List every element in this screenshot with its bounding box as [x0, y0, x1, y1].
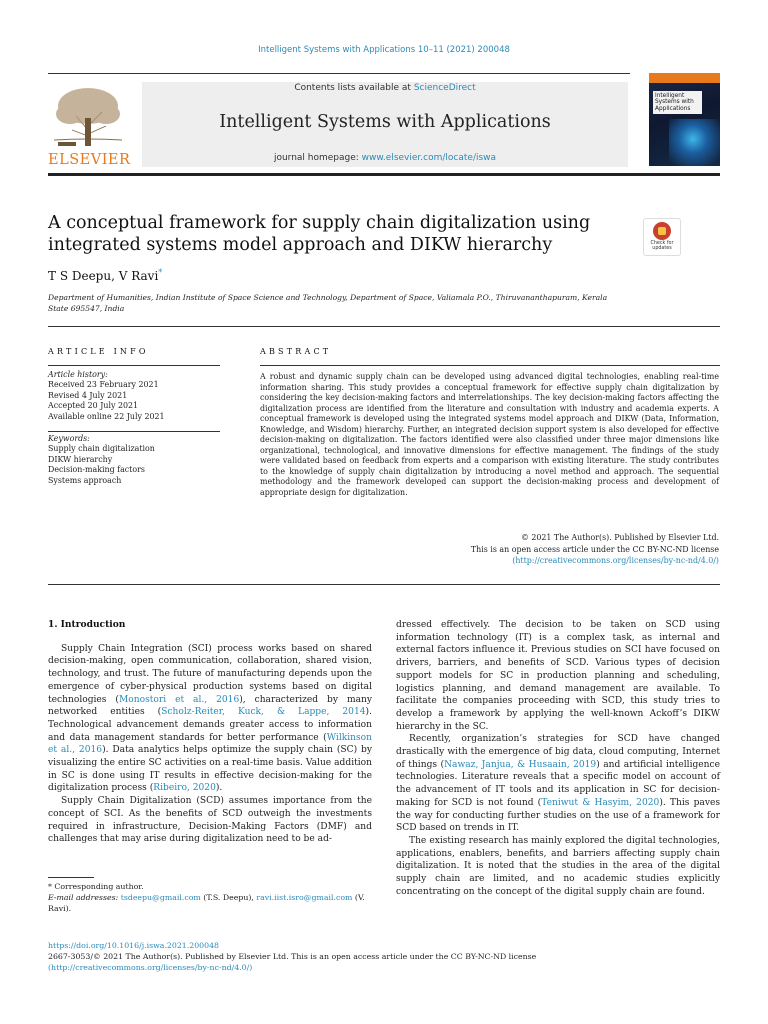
contents-line — [142, 83, 628, 93]
email-label: E-mail addresses: — [48, 892, 121, 902]
citation-link[interactable]: Nawaz, Janjua, & Husaain, 2019 — [444, 759, 597, 770]
license-line: This is an open access article under the CC BY-NC-ND license — [470, 544, 719, 554]
paragraph: Recently, organization’s strategies for SCD have changed drastically with the emergence of big data, cloud computing, Internet of things (Nawaz, Janjua, & Husaain, 2019) and artificial intelligence technologies. Literature reveals that a specific model on account of the advancement of IT tools and its application in SC for decision-making for SCD is not found (Teniwut & Hasyim, 2020). This paves the way for conducting further studies on the use of a framework for SCD based on trends in IT. — [396, 734, 721, 834]
citation-link[interactable]: Monostori et al., 2016 — [118, 694, 240, 705]
masthead-rule — [48, 173, 720, 176]
header-rule — [48, 73, 630, 74]
issn-line: 2667-3053/© 2021 The Author(s). Published by Elsevier Ltd. This is an open access article under the CC BY-NC-ND license — [48, 952, 537, 961]
keyword-item: Systems approach — [48, 475, 122, 485]
citation-link[interactable]: Wilkinson et al., 2016 — [48, 732, 372, 756]
journal-homepage-link[interactable]: www.elsevier.com/locate/iswa — [361, 153, 497, 163]
citation-link[interactable]: Scholz-Reiter, Kuck, & Lappe, 2014 — [161, 707, 366, 718]
elsevier-logo-text: ELSEVIER — [48, 152, 131, 168]
paragraph: Supply Chain Digitalization (SCD) assumes importance from the concept of SCI. As the benefits of SCD outweigh the investments required in infrastructure, Decision-Making Factors (DMF) and challenges that may arise during digitalization need to be ad- — [48, 796, 372, 845]
keywords-label: Keywords: — [48, 434, 90, 443]
cover-band — [649, 73, 720, 83]
article-history — [48, 370, 220, 422]
abstract-rule — [260, 365, 720, 366]
copyright-line: © 2021 The Author(s). Published by Elsevier Ltd. — [520, 533, 719, 542]
footnote-rule — [48, 877, 94, 878]
check-for-updates-button[interactable] — [643, 218, 681, 256]
history-online: Available online 22 July 2021 — [48, 411, 165, 421]
cover-title: Intelligent Systems with Applications — [653, 91, 702, 114]
article-info-rule — [48, 365, 220, 366]
abstract-heading: ABSTRACT — [260, 347, 332, 356]
cc-license-link[interactable]: (http://creativecommons.org/licenses/by-nc-nd/4.0/) — [512, 556, 719, 566]
keyword-item: Supply chain digitalization — [48, 444, 155, 454]
doi-link[interactable]: https://doi.org/10.1016/j.iswa.2021.200048 — [48, 941, 220, 950]
history-received: Received 23 February 2021 — [48, 380, 159, 390]
corresponding-author-note: * Corresponding author. — [48, 882, 144, 891]
footer-license-link[interactable]: (http://creativecommons.org/licenses/by-nc-nd/4.0/) — [48, 963, 253, 972]
history-label: Article history: — [48, 370, 108, 379]
abstract-text: A robust and dynamic supply chain can be developed using advanced digital technologies, enabling real-time information sharing. This study provides a conceptual framework for effective supply chain digitalization by considering the key decision-making factors and interrelationships. The key decision-making factors affecting the digitalization process are identified from the literature and consultation with industry and academia experts. A conceptual framework is developed using the integrated systems model approach and DIKW (Data, Information, Knowledge, and Wisdom) hierarchy. Further, an integrated decision support system is also developed for effective decision-making on digitalization. The factors identified were also classified under three major dimensions like organizational, technological, and innovative dimensions for effective management. The findings of the study were validated based on feedback from experts and a comparison with existing literature. The study contributes to the knowledge of supply chain digitalization by introducing a novel method and approach. The sequential methodology and the framework developed can support the decision-making process and development of appropriate design for digitalization. — [260, 372, 719, 497]
paragraph: Supply Chain Integration (SCI) process works based on shared decision-making, open communication, collaboration, shared vision, technology, and trust. The future of manufacturing depends upon the emergence of cyber-physical production systems based on digital technologies (Monostori et al., 2016), characterized by many networked entities (Scholz-Reiter, Kuck, & Lappe, 2014). Technological advancement demands greater access to information and data management standards for better performance (Wilkinson et al., 2016). Data analytics helps optimize the supply chain (SC) by visualizing the entire SC activities on a real-time basis. Value addition in SC is done using IT results in effective decision-making for the digitalization process (Ribeiro, 2020). — [48, 643, 372, 794]
keyword-item: DIKW hierarchy — [48, 454, 113, 464]
check-updates-label: Check for updates — [650, 241, 674, 251]
abstract-copyright — [300, 532, 719, 567]
journal-title: Intelligent Systems with Applications — [219, 112, 551, 132]
paragraph: dressed effectively. The decision to be taken on SCD using information technology (IT) is a complex task, as internal and external factors influence it. Previous studies on SCI have focused on drivers, barriers, and benefits of SCD. Various types of decision support models for SC in production planning and scheduling, logistics planning, and demand management are available. To facilitate the companies proceeding with SCD, this study tries to develop a framework by applying the well-known Ackoff’s DIKW hierarchy in the SC. — [396, 620, 720, 732]
abstract-bottom-rule — [48, 584, 720, 585]
authors-text: T S Deepu, V Ravi — [48, 269, 159, 283]
author-list — [48, 268, 162, 283]
page-footer — [48, 940, 608, 973]
paragraph: The existing research has mainly explored the digital technologies, applications, enablers, benefits, and barriers affecting supply chain digitalization. It is noted that the studies in the area of the digital supply chain are limited, and no academic studies explicitly concentrating on the concept of the digital supply chain are found. — [396, 835, 720, 897]
article-title: A conceptual framework for supply chain digitalization using integrated systems model approach and DIKW hierarchy — [48, 213, 591, 255]
check-updates-icon — [653, 222, 671, 240]
history-revised: Revised 4 July 2021 — [48, 390, 128, 400]
keyword-item: Decision-making factors — [48, 465, 145, 475]
contents-prefix: Contents lists available at — [294, 83, 414, 93]
footnote: * Corresponding author. E-mail addresses: tsdeepu@gmail.com (T.S. Deepu), ravi.iist.isro@gmail.com (V. Ravi). — [48, 882, 372, 914]
email-link-deepu[interactable]: tsdeepu@gmail.com — [120, 892, 201, 902]
corresponding-author-mark[interactable]: * — [158, 268, 163, 277]
cover-graphic — [669, 119, 720, 166]
journal-reference-link[interactable]: Intelligent Systems with Applications 10–11 (2021) 200048 — [258, 45, 510, 55]
email-link-ravi[interactable]: ravi.iist.isro@gmail.com — [256, 892, 353, 902]
sciencedirect-link[interactable]: ScienceDirect — [413, 83, 476, 93]
citation-link[interactable]: Teniwut & Hasyim, 2020 — [541, 797, 660, 808]
keywords — [48, 434, 220, 486]
title-block-rule — [48, 326, 720, 327]
homepage-line — [142, 153, 628, 163]
journal-cover-image[interactable] — [649, 73, 720, 166]
history-accepted: Accepted 20 July 2021 — [48, 401, 139, 411]
section-heading-introduction: 1. Introduction — [48, 619, 126, 630]
article-info-heading: ARTICLE INFO — [48, 347, 149, 356]
homepage-prefix: journal homepage: — [273, 153, 362, 163]
affiliation: Department of Humanities, Indian Institute of Space Science and Technology, Department of Space, Valiamala P.O., Thiruvananthapuram, Kerala State 695547, India — [48, 293, 608, 313]
keywords-rule — [48, 431, 220, 432]
citation-link[interactable]: Ribeiro, 2020 — [153, 783, 216, 794]
body-column-left — [48, 619, 372, 846]
body-column-right — [396, 619, 720, 898]
